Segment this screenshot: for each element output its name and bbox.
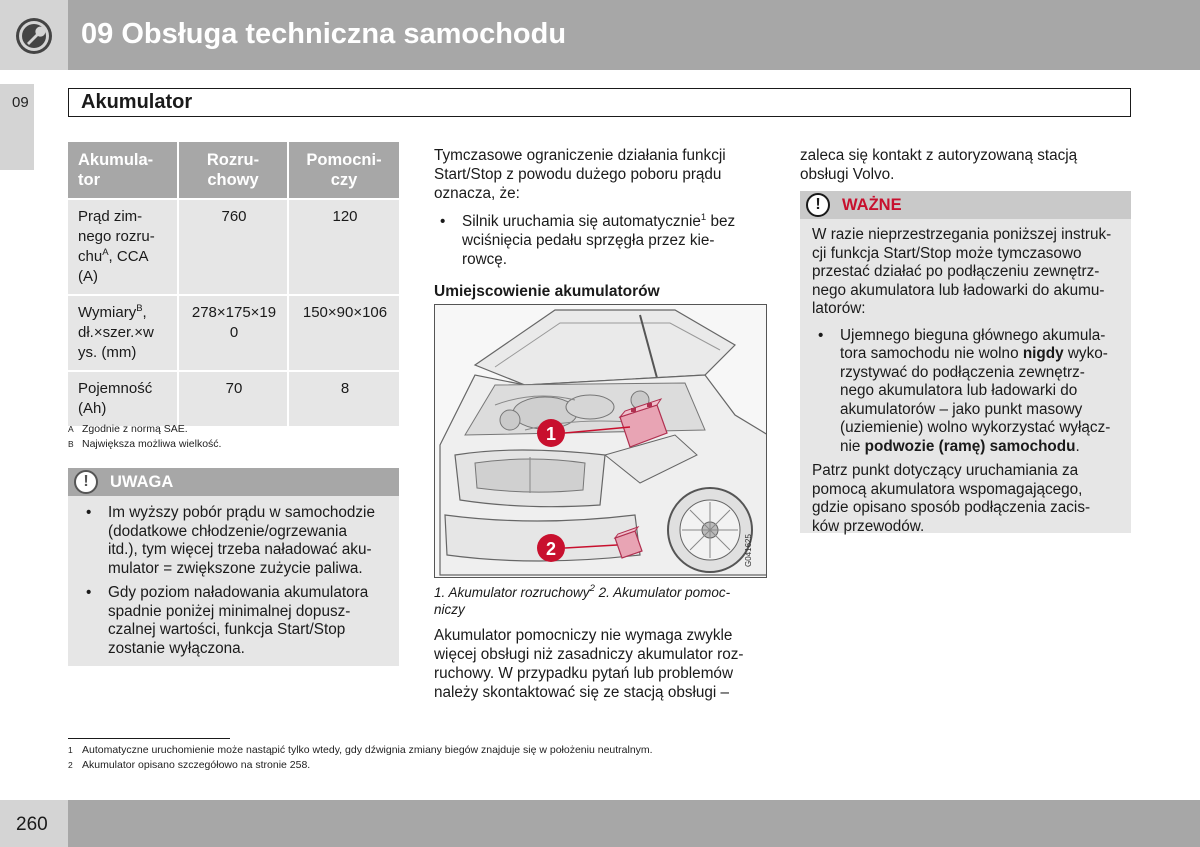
table-cell-aux: 120 [289, 198, 399, 294]
battery-location-heading: Umiejscowienie akumulatorów [434, 283, 660, 300]
notice-header [800, 191, 1131, 219]
table-row [68, 198, 399, 294]
table-row [68, 370, 399, 426]
table-cell-starter: 760 [179, 198, 289, 294]
svg-text:2: 2 [545, 539, 557, 559]
table-cell-starter: 70 [179, 370, 289, 426]
page-footnote: 2 Akumulator opisano szczegółowo na stronie 258. [68, 759, 311, 771]
page-number: 260 [16, 814, 48, 835]
continued-paragraph: zaleca się kontakt z autoryzowaną stacją obsługi Volvo. [800, 147, 1078, 183]
list-item: • Ujemnego bieguna głównego akumula- tora samochodu nie wolno nigdy wyko- rzystywać do podłączenia zewnętrz- nego akumulatora lub ładowarki do akumulatorów – jako punkt masowy (uziemienie) wolno wykorzystać wyłącz- nie podwozie (ramę) samochodu. [818, 326, 1111, 455]
notice-body [80, 504, 394, 658]
chapter-title: 09 Obsługa techniczna samochodu [81, 18, 567, 50]
marker-1 [537, 419, 565, 447]
table-cell-label: Wymiary$^B$, dł.×szer.×w ys. (mm) [68, 294, 179, 370]
figure-code: G041625 [744, 534, 753, 567]
table-cell-label: Prąd zim- nego rozru- chu$^A$, CCA (A) [68, 198, 179, 294]
exclamation-icon: ! [806, 193, 830, 217]
table-cell-label: Pojemność (Ah) [68, 370, 179, 426]
chapter-tab-number: 09 [12, 94, 29, 111]
intro-paragraph: Tymczasowe ograniczenie działania funkcji Start/Stop z powodu dużego poboru prądu oznacza, że: [434, 147, 726, 202]
chapter-icon-box [0, 0, 68, 70]
page-footer [0, 800, 1200, 847]
footnote-divider [68, 738, 230, 739]
figure-caption: 1. Akumulator rozruchowy$^2$ 2. Akumulator pomoc- niczy [434, 583, 731, 617]
aux-battery-paragraph: Akumulator pomocniczy nie wymaga zwykle więcej obsługi niż zasadniczy akumulator roz- ruchowy. W przypadku pytań lub problemów należy skontaktować się ze stacją obsługi – [434, 627, 744, 701]
battery-location-figure [434, 304, 767, 578]
header-text: Akumula- tor [78, 151, 154, 189]
table-footnote: A Zgodnie z normą SAE. [68, 423, 188, 435]
notice-header [68, 468, 399, 496]
list-item: • Gdy poziom naładowania akumulatora spadnie poniżej minimalnej dopusz- czalnej wartości, funkcja Start/Stop zostanie wyłączona. [86, 584, 369, 657]
marker-2 [537, 534, 565, 562]
section-title-bar [68, 88, 1131, 117]
table-header-starter: Rozru- chowy [179, 142, 289, 198]
table-cell-starter: 278×175×19 0 [179, 294, 289, 370]
list-item: • Im wyższy pobór prądu w samochodzie (dodatkowe chłodzenie/ogrzewania itd.), tym więcej trzeba naładować aku- mulator = zwiększone zużycie paliwa. [86, 504, 375, 577]
uwaga-notice-box [68, 468, 399, 666]
notice-title: UWAGA [110, 473, 174, 491]
table-cell-aux: 150×90×106 [289, 294, 399, 370]
notice-body [812, 226, 1128, 536]
wrench-gear-icon [14, 16, 54, 56]
page-footnote: 1 Automatyczne uruchomienie może nastąpić tylko wtedy, gdy dźwignia zmiany biegów znajduje się w położeniu neutralnym. [68, 744, 653, 756]
notice-paragraph: W razie nieprzestrzegania poniższej instruk- cji funkcja Start/Stop może tymczasowo przestać działać po podłączeniu zewnętrz- nego akumulatora lub ładowarki do akumu- latorów: [812, 226, 1112, 317]
table-header-row [68, 142, 399, 198]
table-header-battery [68, 142, 179, 198]
table-cell-aux: 8 [289, 370, 399, 426]
wazne-notice-box [800, 191, 1131, 533]
table-footnote: B Największa możliwa wielkość. [68, 438, 222, 450]
car-engine-illustration [435, 305, 767, 578]
list-item: • Silnik uruchamia się automatycznie$^1$ bez wciśnięcia pedału sprzęgła przez kie- rowcę. [440, 212, 736, 268]
section-title: Akumulator [81, 91, 193, 113]
warning-info-icon: ! [74, 470, 98, 494]
svg-text:1: 1 [545, 424, 557, 444]
notice-title: WAŻNE [842, 196, 902, 214]
battery-spec-table [68, 142, 399, 426]
table-header-aux: Pomocni- czy [289, 142, 399, 198]
table-row [68, 294, 399, 370]
notice-paragraph: Patrz punkt dotyczący uruchamiania za pomocą akumulatora wspomagającego, gdzie opisano sposób podłączenia zacis- ków przewodów. [812, 462, 1091, 535]
